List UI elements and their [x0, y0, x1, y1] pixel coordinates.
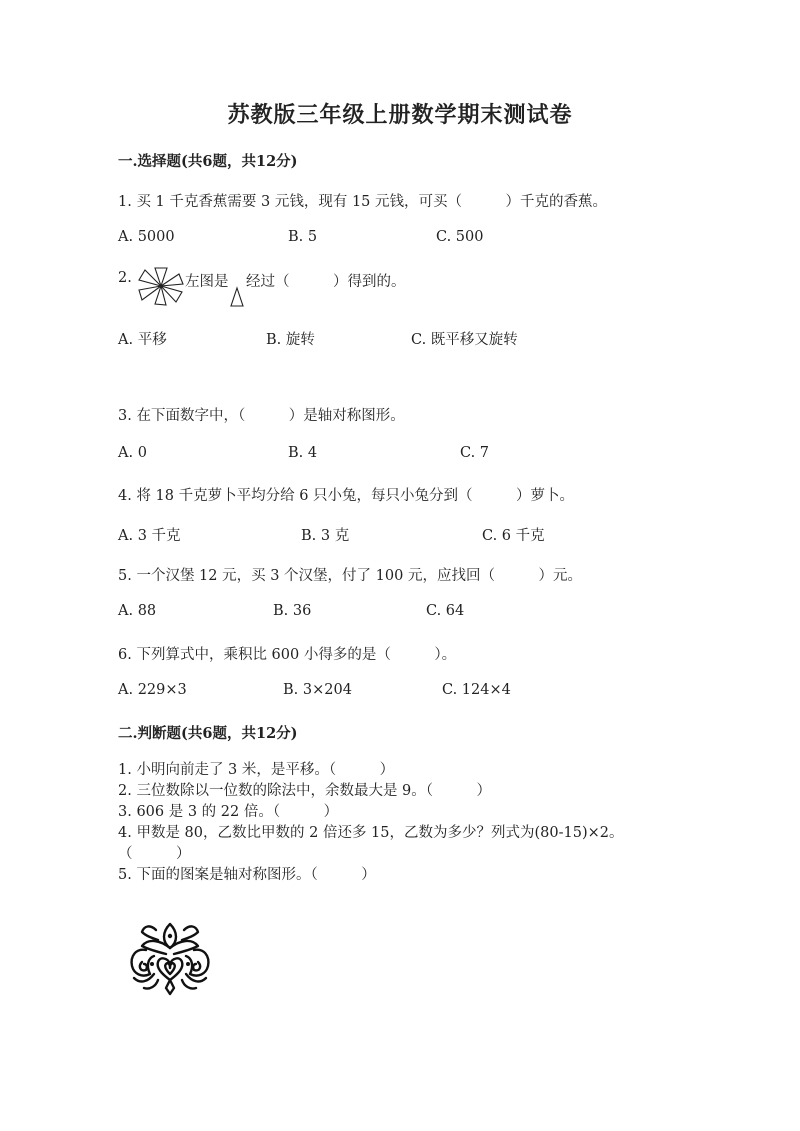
- judge-item-5: 5. 下面的图案是轴对称图形。（ ）: [118, 867, 376, 883]
- question-6: 6. 下列算式中，乘积比 600 小得多的是（ ）。: [118, 647, 457, 663]
- q2-option-a: A. 平移: [118, 332, 167, 348]
- q1-option-a: A. 5000: [118, 229, 175, 245]
- q6-option-b: B. 3×204: [283, 682, 352, 698]
- q2-option-c: C. 既平移又旋转: [411, 332, 518, 348]
- triangle-figure: [230, 287, 244, 307]
- q1-option-c: C. 500: [436, 229, 484, 245]
- question-2-text-mid: 左图是: [185, 274, 229, 290]
- question-5: 5. 一个汉堡 12 元，买 3 个汉堡，付了 100 元，应找回（ ）元。: [118, 568, 582, 584]
- question-2-text-end: 经过（ ）得到的。: [246, 274, 406, 290]
- judge-item-3: 3. 606 是 3 的 22 倍。（ ）: [118, 804, 339, 820]
- q4-option-b: B. 3 克: [301, 528, 350, 544]
- question-1: 1. 买 1 千克香蕉需要 3 元钱，现有 15 元钱，可买（ ）千克的香蕉。: [118, 194, 607, 210]
- judge-item-1: 1. 小明向前走了 3 米，是平移。（ ）: [118, 762, 395, 778]
- q3-option-b: B. 4: [288, 445, 318, 461]
- section-2-heading: 二.判断题(共6题，共12分): [118, 725, 298, 742]
- question-3: 3. 在下面数字中，（ ）是轴对称图形。: [118, 408, 405, 424]
- q6-option-a: A. 229×3: [118, 682, 187, 698]
- q3-option-a: A. 0: [118, 445, 147, 461]
- q5-option-b: B. 36: [273, 603, 312, 619]
- q4-option-c: C. 6 千克: [482, 528, 545, 544]
- pinwheel-figure: [138, 266, 184, 306]
- q3-option-c: C. 7: [460, 445, 490, 461]
- flower-pattern-figure: [126, 918, 214, 996]
- page-title: 苏教版三年级上册数学期末测试卷: [227, 102, 573, 128]
- q1-option-b: B. 5: [288, 229, 318, 245]
- judge-item-4: 4. 甲数是 80，乙数比甲数的 2 倍还多 15，乙数为多少？列式为(80-15)×2。: [118, 825, 624, 841]
- q5-option-a: A. 88: [118, 603, 157, 619]
- question-2-number: 2.: [118, 270, 132, 286]
- q6-option-c: C. 124×4: [442, 682, 511, 698]
- judge-item-4-bracket: （ ）: [118, 846, 191, 862]
- q4-option-a: A. 3 千克: [118, 528, 181, 544]
- question-4: 4. 将 18 千克萝卜平均分给 6 只小兔，每只小兔分到（ ）萝卜。: [118, 488, 575, 504]
- section-1-heading: 一.选择题(共6题，共12分): [118, 153, 298, 170]
- q2-option-b: B. 旋转: [266, 332, 315, 348]
- q5-option-c: C. 64: [426, 603, 465, 619]
- judge-item-2: 2. 三位数除以一位数的除法中，余数最大是 9。（ ）: [118, 783, 492, 799]
